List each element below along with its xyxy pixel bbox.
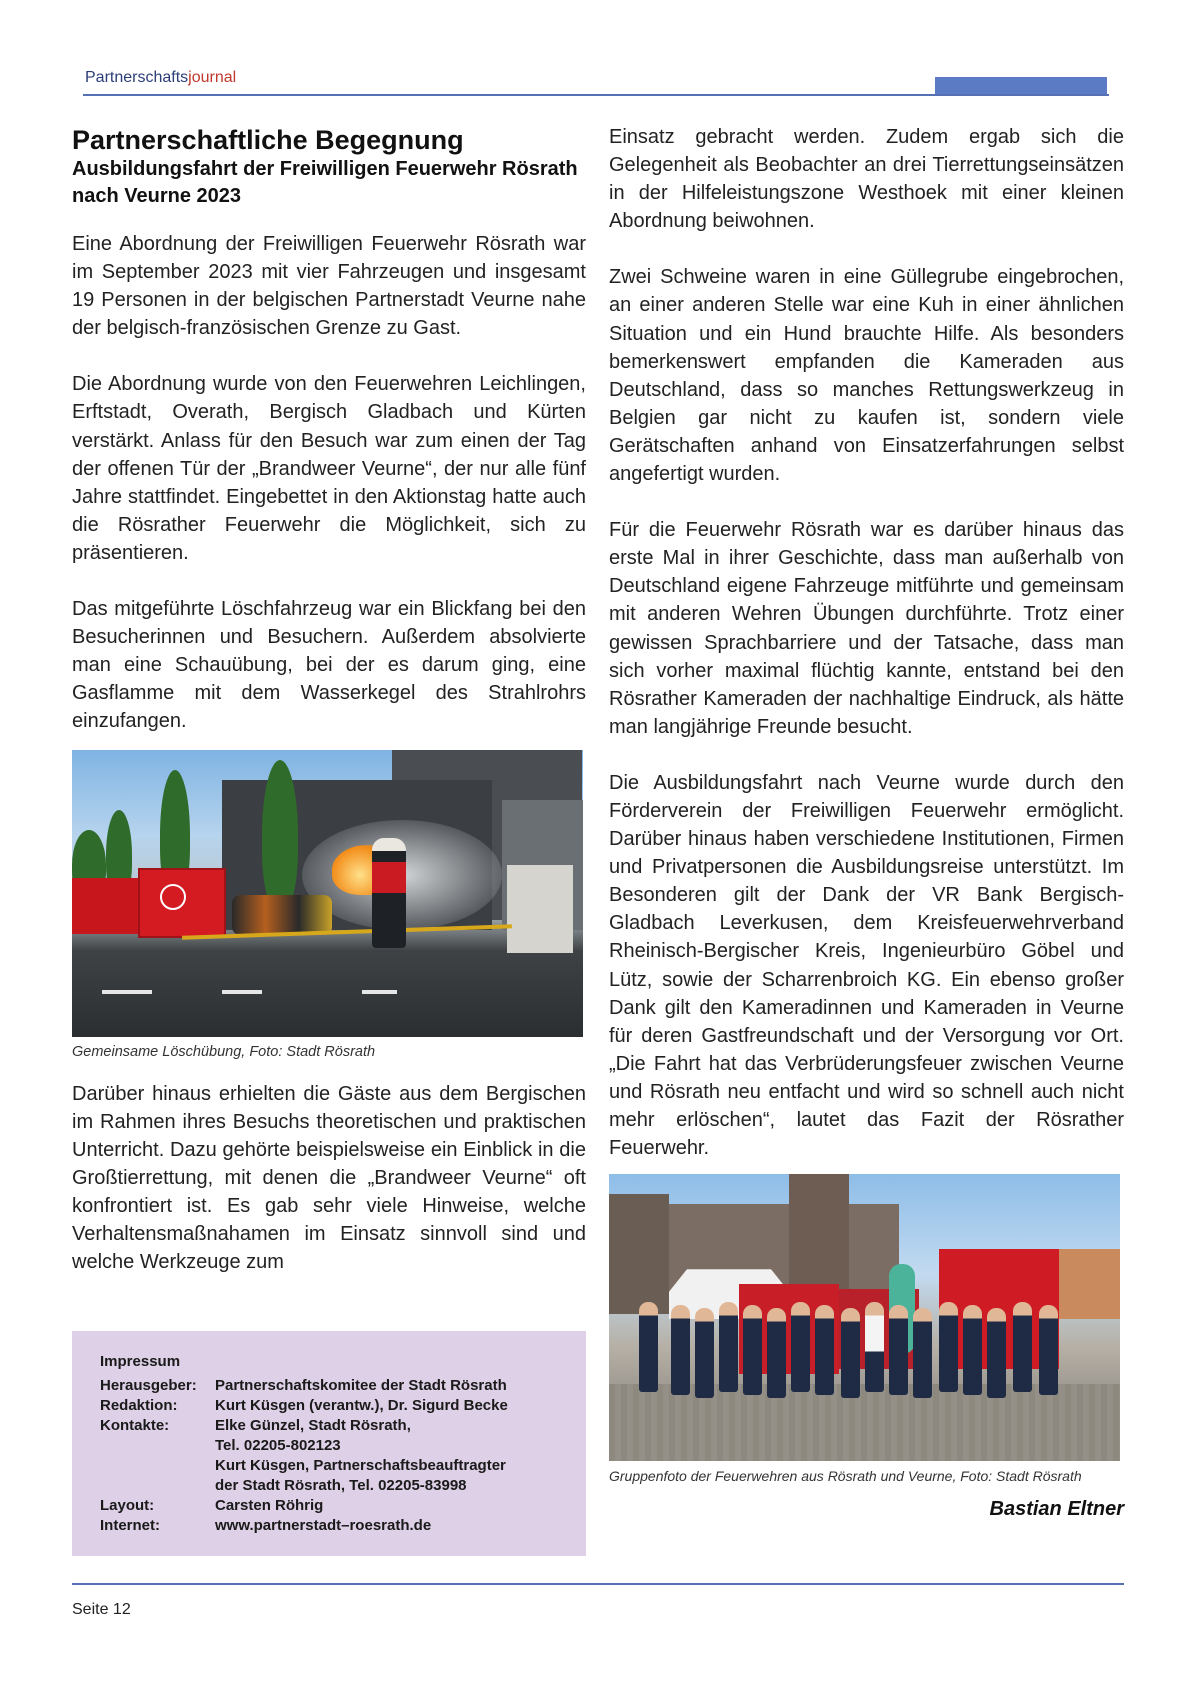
photo2-person	[1013, 1302, 1032, 1392]
paragraph-thanks: Die Ausbildungsfahrt nach Veurne wurde durch den Förderverein der Freiwilligen Feuerwehr ermöglicht. Darüber hinaus haben verschiedene Institutionen, Firmen und Privatpersonen die Ausbildungsreise unterstützt. Im Besonderen gilt der Dank der VR Bank Bergisch-Gladbach Leverkusen, dem Kreisfeuerwehrverband Rheinisch-Bergischer Kreis, Ingenieurbüro Göbel und Lütz, sowie der Scharrenbroich KG. Ein ebenso großer Dank gilt den Kameradinnen und Kameraden in Veurne für deren Gastfreundschaft und der Versorgung vor Ort. „Die Fahrt hat das Verbrüderungsfeuer zwischen Veurne und Rösrath neu entfacht und wird so schnell auch nicht mehr erlöschen“, lautet das Fazit der Rösrather Feuerwehr.	[609, 771, 1124, 1160]
photo2-person	[913, 1308, 932, 1398]
photo2-person	[939, 1302, 958, 1392]
impressum-value: Kurt Küsgen, Partnerschaftsbeauftragter	[215, 1457, 506, 1474]
journal-title	[85, 69, 236, 87]
photo2-pavement	[609, 1384, 1120, 1461]
impressum-key	[100, 1456, 215, 1476]
photo-firefighting-exercise	[72, 750, 583, 1037]
photo2-caption: Gruppenfoto der Feuerwehren aus Rösrath und Veurne, Foto: Stadt Rösrath	[609, 1468, 1082, 1485]
impressum-value: der Stadt Rösrath, Tel. 02205-83998	[215, 1477, 467, 1494]
photo1-fire-truck	[72, 878, 142, 934]
photo1-road-marking	[102, 990, 152, 994]
paragraph-training: Darüber hinaus erhielten die Gäste aus dem Bergischen im Rahmen ihres Besuchs theoretischen und praktischen Unterricht. Dazu gehörte beispielsweise ein Einblick in die Großtierrettung, mit denen die „Brandweer Veurne“ oft konfrontiert ist. Es gab sehr viele Hinweise, welche Verhaltensmaßnahamen im Einsatz sinnvoll sind und welche Werkzeuge zum	[72, 1082, 586, 1274]
impressum-value: Carsten Röhrig	[215, 1497, 324, 1514]
article-subtitle: Ausbildungsfahrt der Freiwilligen Feuerwehr Rösrath nach Veurne 2023	[72, 158, 578, 207]
photo2-tower	[789, 1174, 849, 1294]
photo1-firefighters	[232, 895, 332, 935]
photo2-person	[841, 1308, 860, 1398]
photo2-person	[743, 1305, 762, 1395]
paragraph-intro: Eine Abordnung der Freiwilligen Feuerwehr Rösrath war im September 2023 mit vier Fahrzeugen und insgesamt 19 Personen in der belgischen Partnerstadt Veurne nahe der belgisch-französischen Grenze zu Gast.	[72, 233, 586, 340]
impressum-row	[100, 1496, 586, 1516]
impressum-row	[100, 1456, 586, 1476]
photo1-road-marking	[222, 990, 262, 994]
paragraph-delegation: Die Abordnung wurde von den Feuerwehren Leichlingen, Erftstadt, Overath, Bergisch Gladbach und Kürten verstärkt. Anlass für den Besuch war zum einen der Tag der offenen Tür der „Brandweer Veurne“, der nur alle fünf Jahre stattfindet. Eingebettet in den Aktionstag hatte auch die Rösrather Feuerwehr die Möglichkeit, sich zu präsentieren.	[72, 373, 586, 564]
header-rule	[83, 94, 1109, 96]
impressum-row	[100, 1476, 586, 1496]
photo2-person	[865, 1302, 884, 1392]
paragraph-animal-rescue: Zwei Schweine waren in eine Güllegrube eingebrochen, an einer anderen Stelle war eine Kuh in einer ähnlichen Situation und ein Hund brauchte Hilfe. Als besonders bemerkenswert empfanden die Kameraden aus Deutschland, dass so manches Rettungswerkzeug in Belgien gar nicht zu kaufen ist, sondern viele Gerätschaften anhand von Einsatzerfahrungen selbst angefertigt wurden.	[609, 266, 1124, 486]
left-column	[72, 120, 586, 1276]
impressum-key: Layout:	[100, 1497, 155, 1514]
photo2-person	[889, 1305, 908, 1395]
photo2-person	[963, 1305, 982, 1395]
impressum-row	[100, 1516, 586, 1536]
impressum-value: www.partnerstadt–roesrath.de	[215, 1517, 432, 1534]
impressum-key: Kontakte:	[100, 1417, 170, 1434]
impressum-heading: Impressum	[100, 1353, 181, 1370]
footer-rule	[72, 1583, 1124, 1585]
impressum-box	[72, 1331, 586, 1556]
impressum-value: Elke Günzel, Stadt Rösrath,	[215, 1417, 411, 1434]
photo1-trailer	[138, 868, 226, 938]
photo1-firefighter	[372, 838, 406, 948]
impressum-key	[100, 1436, 215, 1456]
paragraph-rescue-operations: Einsatz gebracht werden. Zudem ergab sich die Gelegenheit als Beobachter an drei Tierrettungseinsätzen in der Hilfeleistungszone Westhoek mit einer kleinen Abordnung beiwohnen.	[609, 126, 1124, 233]
impressum-key	[100, 1476, 215, 1496]
photo2-person	[639, 1302, 658, 1392]
impressum-key: Redaktion:	[100, 1397, 178, 1414]
photo2-person	[695, 1308, 714, 1398]
photo1-road-marking	[362, 990, 397, 994]
article-title: Partnerschaftliche Begegnung	[72, 125, 464, 155]
impressum-row	[100, 1376, 586, 1396]
impressum-key: Herausgeber:	[100, 1377, 197, 1394]
photo2-person	[767, 1308, 786, 1398]
photo2-person	[1039, 1305, 1058, 1395]
impressum-value: Partnerschaftskomitee der Stadt Rösrath	[215, 1377, 507, 1394]
photo1-tree	[262, 760, 298, 910]
photo2-person	[719, 1302, 738, 1392]
impressum-row	[100, 1436, 586, 1456]
photo2-person	[671, 1305, 690, 1395]
photo2-building	[609, 1194, 669, 1314]
photo1-wall	[507, 865, 573, 953]
photo1-caption: Gemeinsame Löschübung, Foto: Stadt Rösrath	[72, 1043, 376, 1060]
right-column	[609, 123, 1124, 1521]
impressum-row	[100, 1396, 586, 1416]
photo-group	[609, 1174, 1120, 1461]
impressum-row	[100, 1416, 586, 1436]
photo2-person	[815, 1305, 834, 1395]
paragraph-first-time-abroad: Für die Feuerwehr Rösrath war es darüber hinaus das erste Mal in ihrer Geschichte, dass man außerhalb von Deutschland eigene Fahrzeuge mitführte und gemeinsam mit anderen Wehren Übungen durchführte. Trotz einer gewissen Sprachbarriere und der Tatsache, dass man sich vorher maximal flüchtig kannte, entstand bei den Rösrather Kameraden der nachhaltige Eindruck, als hätte man langjährige Freunde besucht.	[609, 519, 1124, 738]
journal-title-accent: journal	[188, 69, 237, 86]
photo2-person	[791, 1302, 810, 1392]
impressum-value: Tel. 02205-802123	[215, 1437, 341, 1454]
impressum-value: Kurt Küsgen (verantw.), Dr. Sigurd Becke	[215, 1397, 508, 1414]
photo2-person	[987, 1308, 1006, 1398]
impressum-key: Internet:	[100, 1517, 160, 1534]
photo1-trailer-logo	[160, 884, 186, 910]
paragraph-demonstration: Das mitgeführte Löschfahrzeug war ein Blickfang bei den Besucherinnen und Besuchern. Außerdem absolvierte man eine Schauübung, bei der es darum ging, eine Gasflamme mit dem Wasserkegel des Strahlrohrs einzufangen.	[72, 598, 586, 733]
page-number: Seite 12	[72, 1601, 131, 1618]
journal-title-main: Partnerschafts	[85, 69, 189, 86]
author-name: Bastian Eltner	[989, 1498, 1124, 1521]
